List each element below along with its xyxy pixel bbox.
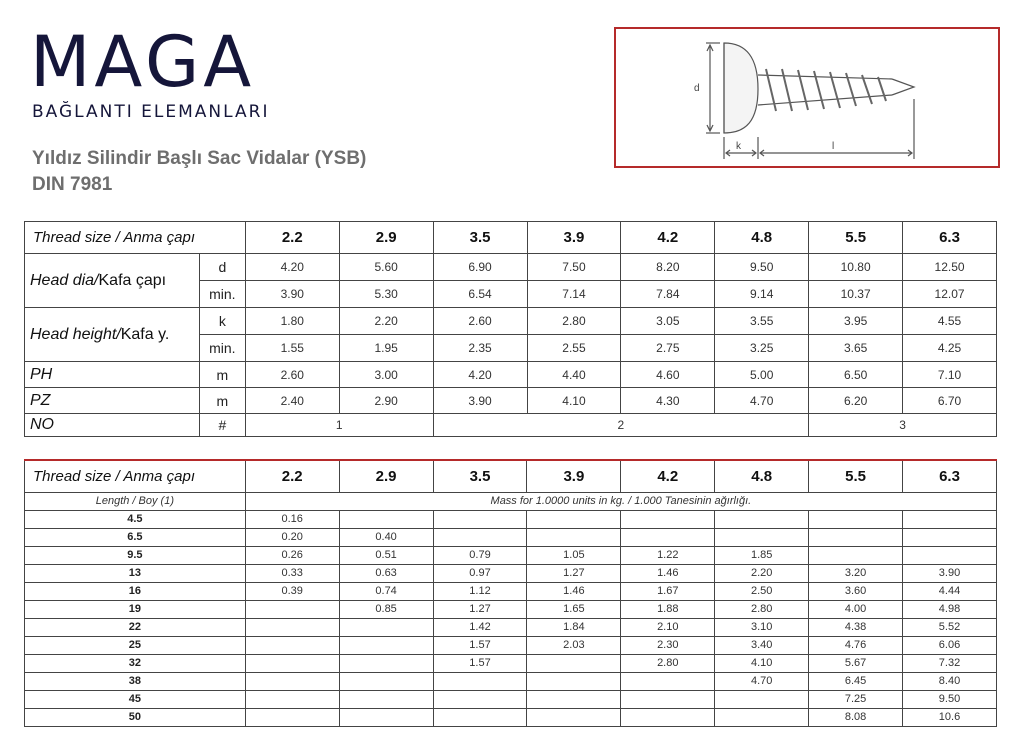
table-cell: 1.95	[339, 335, 433, 362]
table-cell: 0.97	[433, 564, 527, 582]
table-cell: 1.42	[433, 618, 527, 636]
table-cell: 2.55	[527, 335, 621, 362]
head-dia-d-row	[25, 254, 997, 281]
table-cell: 1.12	[433, 582, 527, 600]
size-header: 2.9	[339, 460, 433, 492]
table-cell: 5.60	[339, 254, 433, 281]
table-cell: 2.60	[433, 308, 527, 335]
table-cell: 7.84	[621, 281, 715, 308]
table-cell	[339, 654, 433, 672]
table-cell	[339, 510, 433, 528]
pz-row	[25, 388, 997, 414]
length-cell: 9.5	[25, 546, 246, 564]
table-cell	[245, 600, 339, 618]
table-cell: 7.10	[903, 362, 997, 388]
table-cell: 3.90	[903, 564, 997, 582]
table-cell: 10.37	[809, 281, 903, 308]
table-cell: 4.76	[809, 636, 903, 654]
table-cell: 4.38	[809, 618, 903, 636]
table-cell: 3.65	[809, 335, 903, 362]
brand-logo: MAGA	[30, 21, 256, 103]
table-cell	[245, 654, 339, 672]
table-cell	[809, 546, 903, 564]
table-cell: 3.90	[433, 388, 527, 414]
brand-subtitle: BAĞLANTI ELEMANLARI	[32, 102, 270, 122]
table-cell: 1.46	[527, 582, 621, 600]
table-cell	[903, 510, 997, 528]
table-cell: 3.55	[715, 308, 809, 335]
table-row	[25, 636, 997, 654]
screw-drawing-icon	[616, 29, 998, 166]
pz-unit: m	[199, 388, 245, 414]
table-row	[25, 582, 997, 600]
no-unit: #	[199, 414, 245, 437]
table-cell: 6.50	[809, 362, 903, 388]
table-cell	[245, 672, 339, 690]
table-cell	[809, 510, 903, 528]
table-cell: 4.98	[903, 600, 997, 618]
dim-d-label: d	[694, 83, 700, 94]
head-height-label: Head height/Kafa y.	[25, 308, 200, 362]
table-cell: 1.85	[715, 546, 809, 564]
standard-title: DIN 7981	[32, 174, 113, 195]
table-cell: 1.22	[621, 546, 715, 564]
size-header: 6.3	[903, 460, 997, 492]
table-cell	[715, 528, 809, 546]
table-cell: 3.05	[621, 308, 715, 335]
mass-table-body	[25, 510, 997, 726]
table-cell	[433, 672, 527, 690]
size-header: 4.2	[621, 460, 715, 492]
size-header: 5.5	[809, 222, 903, 254]
table-cell	[245, 690, 339, 708]
table-cell	[245, 708, 339, 726]
table-cell: 0.85	[339, 600, 433, 618]
product-title: Yıldız Silindir Başlı Sac Vidalar (YSB)	[32, 148, 367, 169]
table-cell: 0.63	[339, 564, 433, 582]
table-cell	[621, 528, 715, 546]
pz-label: PZ	[25, 388, 200, 414]
k-unit: k	[199, 308, 245, 335]
table-cell	[621, 708, 715, 726]
table-cell	[621, 690, 715, 708]
table-cell: 1.80	[245, 308, 339, 335]
table-cell: 7.14	[527, 281, 621, 308]
table-cell: 7.32	[903, 654, 997, 672]
table-cell: 3.00	[339, 362, 433, 388]
table-cell: 4.44	[903, 582, 997, 600]
table-cell: 4.20	[245, 254, 339, 281]
table-cell	[339, 672, 433, 690]
no-label: NO	[25, 414, 200, 437]
table-cell: 8.20	[621, 254, 715, 281]
min-unit: min.	[199, 281, 245, 308]
size-header: 3.9	[527, 222, 621, 254]
table-cell: 12.50	[903, 254, 997, 281]
size-header: 4.2	[621, 222, 715, 254]
table-cell: 9.50	[903, 690, 997, 708]
thread-size-label: Thread size / Anma çapı	[25, 222, 246, 254]
table-cell: 4.10	[527, 388, 621, 414]
size-header: 2.2	[245, 460, 339, 492]
table-cell	[245, 618, 339, 636]
table-cell: 8.40	[903, 672, 997, 690]
table-cell: 3.95	[809, 308, 903, 335]
size-header: 4.8	[715, 460, 809, 492]
table-cell	[433, 510, 527, 528]
dimensions-table	[24, 221, 997, 437]
table-cell: 6.06	[903, 636, 997, 654]
table-cell: 12.07	[903, 281, 997, 308]
table-cell	[339, 690, 433, 708]
table-cell: 1.46	[621, 564, 715, 582]
table-cell: 1.84	[527, 618, 621, 636]
table-cell: 5.30	[339, 281, 433, 308]
table-row	[25, 546, 997, 564]
table-cell: 1.67	[621, 582, 715, 600]
table-cell: 1.57	[433, 654, 527, 672]
table-cell: 2.20	[339, 308, 433, 335]
table-cell: 3.60	[809, 582, 903, 600]
table-cell: 1.65	[527, 600, 621, 618]
table-cell: 0.16	[245, 510, 339, 528]
table-cell: 1.27	[433, 600, 527, 618]
table-cell	[527, 510, 621, 528]
screw-technical-drawing	[614, 27, 1000, 168]
head-dia-label: Head dia/Kafa çapı	[25, 254, 200, 308]
table-cell	[527, 654, 621, 672]
thread-size-label: Thread size / Anma çapı	[25, 460, 246, 492]
table-cell: 1.57	[433, 636, 527, 654]
table-cell	[527, 690, 621, 708]
table2-info-row	[25, 492, 997, 510]
length-label: Length / Boy (1)	[25, 492, 246, 510]
brand	[30, 21, 270, 122]
table-cell: 3.20	[809, 564, 903, 582]
table-cell	[527, 708, 621, 726]
table-cell	[339, 708, 433, 726]
table-cell: 2.80	[715, 600, 809, 618]
table-cell: 4.20	[433, 362, 527, 388]
table-cell: 6.90	[433, 254, 527, 281]
length-cell: 19	[25, 600, 246, 618]
no-row	[25, 414, 997, 437]
table-cell: 1	[245, 414, 433, 437]
size-header: 3.5	[433, 460, 527, 492]
table-cell: 4.25	[903, 335, 997, 362]
length-cell: 22	[25, 618, 246, 636]
table-cell: 6.45	[809, 672, 903, 690]
table-cell: 2.10	[621, 618, 715, 636]
table-cell: 2.90	[339, 388, 433, 414]
page-title	[32, 146, 366, 198]
length-cell: 4.5	[25, 510, 246, 528]
table-cell: 3.10	[715, 618, 809, 636]
table-row	[25, 528, 997, 546]
table-cell: 2.50	[715, 582, 809, 600]
table-row	[25, 690, 997, 708]
size-header: 3.9	[527, 460, 621, 492]
table2-header-row	[25, 460, 997, 492]
size-header: 5.5	[809, 460, 903, 492]
table-cell: 4.70	[715, 388, 809, 414]
table-cell: 0.79	[433, 546, 527, 564]
table-cell	[621, 510, 715, 528]
table-cell: 5.52	[903, 618, 997, 636]
dim-l-label: l	[832, 141, 835, 152]
table-row	[25, 618, 997, 636]
length-cell: 13	[25, 564, 246, 582]
mass-label: Mass for 1.0000 units in kg. / 1.000 Tanesinin ağırlığı.	[245, 492, 996, 510]
table-cell	[339, 636, 433, 654]
ph-row	[25, 362, 997, 388]
table-cell: 2.75	[621, 335, 715, 362]
table-cell	[715, 708, 809, 726]
ph-label: PH	[25, 362, 200, 388]
table-cell: 3	[809, 414, 997, 437]
dim-k-label: k	[736, 141, 741, 152]
table-cell: 4.00	[809, 600, 903, 618]
table-cell: 6.20	[809, 388, 903, 414]
table-cell: 7.50	[527, 254, 621, 281]
table-cell: 10.80	[809, 254, 903, 281]
table-cell	[715, 510, 809, 528]
table-cell: 5.00	[715, 362, 809, 388]
table-cell	[527, 672, 621, 690]
table-cell: 6.70	[903, 388, 997, 414]
length-cell: 6.5	[25, 528, 246, 546]
table-cell: 2.60	[245, 362, 339, 388]
table-cell: 8.08	[809, 708, 903, 726]
table-cell: 2.20	[715, 564, 809, 582]
table-cell: 9.50	[715, 254, 809, 281]
table-cell: 4.60	[621, 362, 715, 388]
table-cell: 2.35	[433, 335, 527, 362]
length-cell: 25	[25, 636, 246, 654]
size-header: 2.9	[339, 222, 433, 254]
table-cell: 3.40	[715, 636, 809, 654]
table-cell: 1.55	[245, 335, 339, 362]
size-header: 4.8	[715, 222, 809, 254]
size-header: 3.5	[433, 222, 527, 254]
table-cell: 1.05	[527, 546, 621, 564]
table-cell: 0.20	[245, 528, 339, 546]
table-cell: 7.25	[809, 690, 903, 708]
table-cell: 0.40	[339, 528, 433, 546]
head-height-k-row	[25, 308, 997, 335]
table-row	[25, 654, 997, 672]
ph-unit: m	[199, 362, 245, 388]
length-cell: 38	[25, 672, 246, 690]
table-cell: 0.33	[245, 564, 339, 582]
table-row	[25, 672, 997, 690]
table-cell	[903, 546, 997, 564]
table-cell: 3.90	[245, 281, 339, 308]
length-cell: 32	[25, 654, 246, 672]
table-cell: 2	[433, 414, 809, 437]
table-cell: 0.39	[245, 582, 339, 600]
table-cell: 4.70	[715, 672, 809, 690]
table-cell	[715, 690, 809, 708]
table-row	[25, 564, 997, 582]
table-cell: 9.14	[715, 281, 809, 308]
table-cell: 2.80	[527, 308, 621, 335]
table-cell: 10.6	[903, 708, 997, 726]
table-cell	[621, 672, 715, 690]
length-cell: 50	[25, 708, 246, 726]
table-cell: 0.74	[339, 582, 433, 600]
table-cell: 6.54	[433, 281, 527, 308]
table-cell: 4.30	[621, 388, 715, 414]
min-unit: min.	[199, 335, 245, 362]
table-cell: 5.67	[809, 654, 903, 672]
table-cell	[903, 528, 997, 546]
table-cell: 2.03	[527, 636, 621, 654]
table-cell	[245, 636, 339, 654]
table-row	[25, 510, 997, 528]
table1-header-row	[25, 222, 997, 254]
length-cell: 45	[25, 690, 246, 708]
table-row	[25, 600, 997, 618]
table-cell: 0.51	[339, 546, 433, 564]
table-row	[25, 708, 997, 726]
table-cell: 4.10	[715, 654, 809, 672]
size-header: 2.2	[245, 222, 339, 254]
table-cell	[527, 528, 621, 546]
table-cell	[433, 690, 527, 708]
length-cell: 16	[25, 582, 246, 600]
mass-table	[24, 459, 997, 727]
table-cell	[339, 618, 433, 636]
table-cell: 1.88	[621, 600, 715, 618]
table-cell: 4.55	[903, 308, 997, 335]
table-cell: 1.27	[527, 564, 621, 582]
table-cell	[809, 528, 903, 546]
d-unit: d	[199, 254, 245, 281]
table-cell: 0.26	[245, 546, 339, 564]
table-cell: 2.40	[245, 388, 339, 414]
table-cell: 2.80	[621, 654, 715, 672]
table-cell: 4.40	[527, 362, 621, 388]
table-cell	[433, 528, 527, 546]
size-header: 6.3	[903, 222, 997, 254]
table-cell	[433, 708, 527, 726]
table-cell: 3.25	[715, 335, 809, 362]
table-cell: 2.30	[621, 636, 715, 654]
